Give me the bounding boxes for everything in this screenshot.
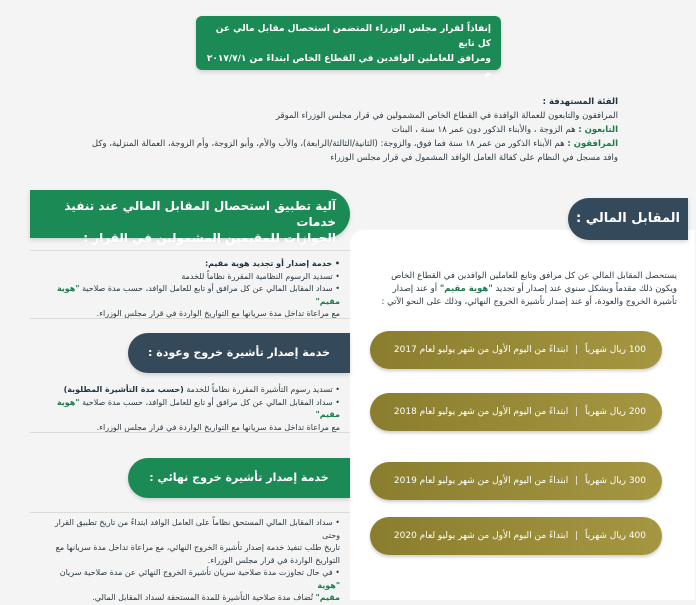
id-service-highlight: "هوية مقيم"	[56, 284, 340, 306]
final-exit-bullet-1-line-2: تاريخ طلب تنفيذ خدمة إصدار تأشيرة الخروج النهائي، مع مراعاة تداخل مدة سريانها مع	[55, 543, 340, 552]
fee-separator: |	[575, 345, 579, 355]
id-service-bullet-3: مع مراعاة تداخل مدة سريانها مع التواريخ الواردة في قرار مجلس الوزراء.	[96, 309, 340, 318]
mechanism-title-line-2: الجوازات للمقيمين المشمولين في القرار :	[83, 231, 336, 245]
reentry-bullet-2-text: سداد المقابل المالي عن كل مرافق أو تابع للعامل الوافد، حسب مدة صلاحية	[82, 397, 333, 407]
fees-desc-line-3: تأشيرة الخروج والعودة، أو عند إصدار تأشيرة الخروج النهائي، وذلك على النحو الآتي :	[381, 297, 677, 307]
id-service-heading: • خدمة إصدار أو تجديد هوية مقيم:	[204, 259, 340, 268]
dependents-line	[70, 123, 618, 137]
id-service-bullet-2-text: سداد المقابل المالي عن كل مرافق أو تابع للعامل الوافد، حسب مدة صلاحية	[82, 284, 333, 293]
reentry-title: خدمة إصدار تأشيرة خروج وعودة :	[128, 333, 350, 373]
fee-pill-2020	[370, 517, 662, 579]
fees-description	[362, 270, 677, 309]
reentry-bullet-1-text: تسديد رسوم التأشيرة المقررة نظاماً للخدمة	[186, 385, 333, 394]
id-service-bullet-1-text: تسديد الرسوم النظامية المقررة نظاماً للخدمة	[181, 271, 333, 281]
final-exit-bullet-2-text: في حال تجاوزت مدة صلاحية سريان تأشيرة الخروج النهائي عن مدة صلاحية سريان	[59, 568, 333, 577]
mechanism-title-line-1: آلية تطبيق استحصال المقابل المالي عند تنفيذ خدمات	[64, 199, 336, 229]
fee-pill-2017	[370, 331, 662, 393]
final-exit-highlight: "هوية	[317, 580, 340, 590]
final-exit-title: خدمة إصدار تأشيرة خروج نهائي :	[128, 458, 350, 498]
id-service-block	[40, 258, 340, 321]
header-line-1: إنفاذاً لقرار مجلس الوزراء المتضمن استحصال مقابل مالي عن كل تابع	[215, 24, 491, 49]
reentry-block	[40, 384, 340, 434]
fee-separator: |	[575, 407, 579, 417]
fees-desc-line-2-highlight: "هوية مقيم"	[439, 284, 493, 294]
intro-block	[70, 95, 618, 165]
final-exit-bullet-2-line-2-text: تُضاف مدة صلاحية التأشيرة للمدة المستحقة لسداد المقابل المالي.	[92, 593, 314, 602]
dependents-text: هم الزوجة ، والأبناء الذكور دون عمر ١٨ سنة ، البنات	[391, 125, 576, 135]
fee-pill-2019	[370, 462, 662, 500]
fees-title: المقابل المالي :	[568, 198, 688, 240]
final-exit-bullet-1: • سداد المقابل المالي المستحق نظاماً على العامل الوافد ابتداءً من تاريخ تطبيق القرار وحتى	[54, 518, 340, 540]
companions-text: هم الأبناء الذكور من عمر ١٨ سنة فما فوق، والزوجة: (الثانية/الثالثة/الرابعة)، والأب والأم، وأبو الزوجة، وأم الزوجة، العمالة المنزلية، وكل	[91, 139, 565, 149]
final-exit-bullet-1-text: سداد المقابل المالي المستحق نظاماً على العامل الوافد ابتداءً من تاريخ تطبيق القرار وحتى	[54, 518, 340, 540]
divider	[30, 432, 350, 433]
fee-period: ابتداءً من اليوم الأول من شهر يوليو لعام 2020 م	[393, 531, 646, 579]
fees-desc-line-2-pre: ويكون ذلك مقدماً وبشكل سنوي عند إصدار أو تجديد	[495, 284, 677, 294]
mechanism-title	[30, 190, 350, 245]
fee-period: ابتداءً من اليوم الأول من شهر يوليو لعام 2019	[393, 476, 569, 486]
id-service-bullet-2: • سداد المقابل المالي عن كل مرافق أو تابع للعامل الوافد، حسب مدة صلاحية "هوية مقيم"	[56, 284, 340, 306]
fee-amount: 300 ريال شهرياً	[585, 476, 646, 486]
fees-desc-line-2-post: أو عند إصدار	[392, 284, 438, 294]
fee-separator: |	[575, 476, 579, 486]
target-heading: الفئة المستهدفة :	[542, 97, 618, 107]
fee-amount: 200 ريال شهرياً	[585, 407, 646, 417]
reentry-bullet-1-highlight: (حسب مدة التأشيرة المطلوبة)	[63, 385, 184, 394]
fee-separator: |	[575, 531, 579, 541]
reentry-bullet-3: مع مراعاة تداخل مدة سريانها مع التواريخ الواردة في قرار مجلس الوزراء.	[96, 422, 340, 432]
final-exit-bullet-1-line-3: التواريخ الواردة في قرار مجلس الوزراء.	[207, 555, 340, 565]
divider	[30, 250, 350, 251]
reentry-bullet-2: • سداد المقابل المالي عن كل مرافق أو تابع للعامل الوافد، حسب مدة صلاحية "هوية مقيم"	[56, 397, 340, 419]
id-service-bullet-1: • تسديد الرسوم النظامية المقررة نظاماً للخدمة	[181, 271, 340, 281]
id-service-heading-text: خدمة إصدار أو تجديد هوية مقيم:	[204, 259, 333, 268]
companions-label: المرافقون :	[567, 139, 618, 149]
reentry-bullet-1: • تسديد رسوم التأشيرة المقررة نظاماً للخدمة (حسب مدة التأشيرة المطلوبة)	[63, 385, 340, 394]
fees-desc-line-2	[362, 283, 677, 296]
header-line-2: ومرافق للعاملين الوافدين في القطاع الخاص ابتداءً من ٢٠١٧/٧/١ م	[206, 54, 491, 79]
target-line: المرافقون والتابعون للعمالة الوافدة في القطاع الخاص المشمولين في قرار مجلس الوزراء الموقر	[275, 111, 618, 121]
fees-desc-line-1: يستحصل المقابل المالي عن كل مرافق وتابع للعاملين الوافدين في القطاع الخاص	[391, 271, 677, 281]
final-exit-bullet-2: • في حال تجاوزت مدة صلاحية سريان تأشيرة الخروج النهائي عن مدة صلاحية سريان "هوية	[59, 568, 340, 590]
fee-period: ابتداءً من اليوم الأول من شهر يوليو لعام 2017 م	[393, 345, 646, 393]
final-exit-block	[40, 517, 340, 605]
fee-period: ابتداءً من اليوم الأول من شهر يوليو لعام 2018 م	[393, 407, 646, 455]
divider	[30, 318, 350, 319]
dependents-label: التابعون :	[578, 125, 618, 135]
companions-line-2: وافد مسجل في النظام على كفالة العامل الوافد المشمول في قرار مجلس الوزراء	[330, 153, 618, 163]
divider	[30, 512, 350, 513]
reentry-highlight: "هوية مقيم"	[56, 397, 340, 419]
companions-line	[70, 137, 618, 151]
final-exit-bullet-2-line-2	[40, 592, 340, 605]
fee-amount: 100 ريال شهرياً	[585, 345, 646, 355]
fee-amount: 400 ريال شهرياً	[585, 531, 646, 541]
fee-pill-2018	[370, 393, 662, 455]
header-banner	[196, 16, 501, 79]
final-exit-highlight-2: مقيم"	[315, 593, 340, 602]
